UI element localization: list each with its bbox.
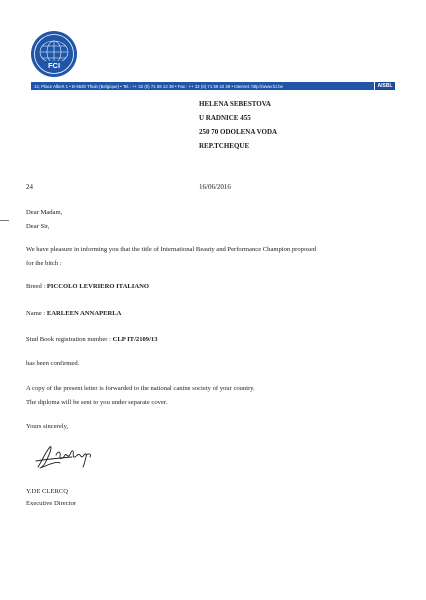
dog-name-label: Name : bbox=[26, 310, 47, 317]
aisbl-badge: AISBL bbox=[374, 82, 395, 90]
confirmed-text: has been confirmed. bbox=[26, 360, 80, 367]
recipient-street: U RADNICE 455 bbox=[199, 114, 251, 122]
intro-line-1: We have pleasure in informing you that the title of International Beauty and Performance Champion proposed bbox=[26, 246, 317, 253]
breed-line bbox=[26, 282, 149, 292]
signer-name: Y.DE CLERCQ bbox=[26, 488, 69, 495]
salutation-madam: Dear Madam, bbox=[26, 209, 63, 216]
signature-image bbox=[34, 441, 106, 471]
diploma-notice: The diploma will be sent to you under separate cover. bbox=[26, 399, 168, 406]
intro-line-2: for the bitch : bbox=[26, 260, 62, 267]
closing: Yours sincerely, bbox=[26, 423, 69, 430]
reference-number: 24 bbox=[26, 183, 33, 191]
recipient-country: REP.TCHEQUE bbox=[199, 142, 250, 150]
studbook-line bbox=[26, 335, 158, 345]
studbook-label: Stud Book registration number : bbox=[26, 336, 113, 343]
copy-notice: A copy of the present letter is forwarded to the national canine society of your country. bbox=[26, 385, 255, 392]
breed-label: Breed : bbox=[26, 283, 47, 290]
recipient-address bbox=[199, 97, 277, 153]
studbook-value: CLP IT/2109/13 bbox=[112, 336, 158, 343]
recipient-name: HELENA SEBESTOVA bbox=[199, 100, 271, 108]
letter-date: 16/06/2016 bbox=[199, 183, 231, 191]
fci-logo bbox=[30, 30, 78, 78]
dog-name-line bbox=[26, 309, 121, 319]
recipient-city: 250 70 ODOLENA VODA bbox=[199, 128, 278, 136]
logo-text: FCI bbox=[47, 61, 61, 70]
letterhead-contact: 13, Place Albert 1 • B-6530 Thuin (Belgique) • Tel.: ++ 32 (0) 71 59 12 38 • Fax : ++ 32 (0) 71 59 22 29 • Internet: http://www.fci.be bbox=[34, 83, 284, 89]
fold-mark bbox=[0, 220, 9, 221]
dog-name-value: EARLEEN ANNAPERLA bbox=[46, 310, 122, 317]
letterhead-band bbox=[31, 82, 395, 90]
breed-value: PICCOLO LEVRIERO ITALIANO bbox=[46, 283, 149, 290]
signer-title: Executive Director bbox=[26, 500, 76, 507]
salutation-sir: Dear Sir, bbox=[26, 223, 50, 230]
